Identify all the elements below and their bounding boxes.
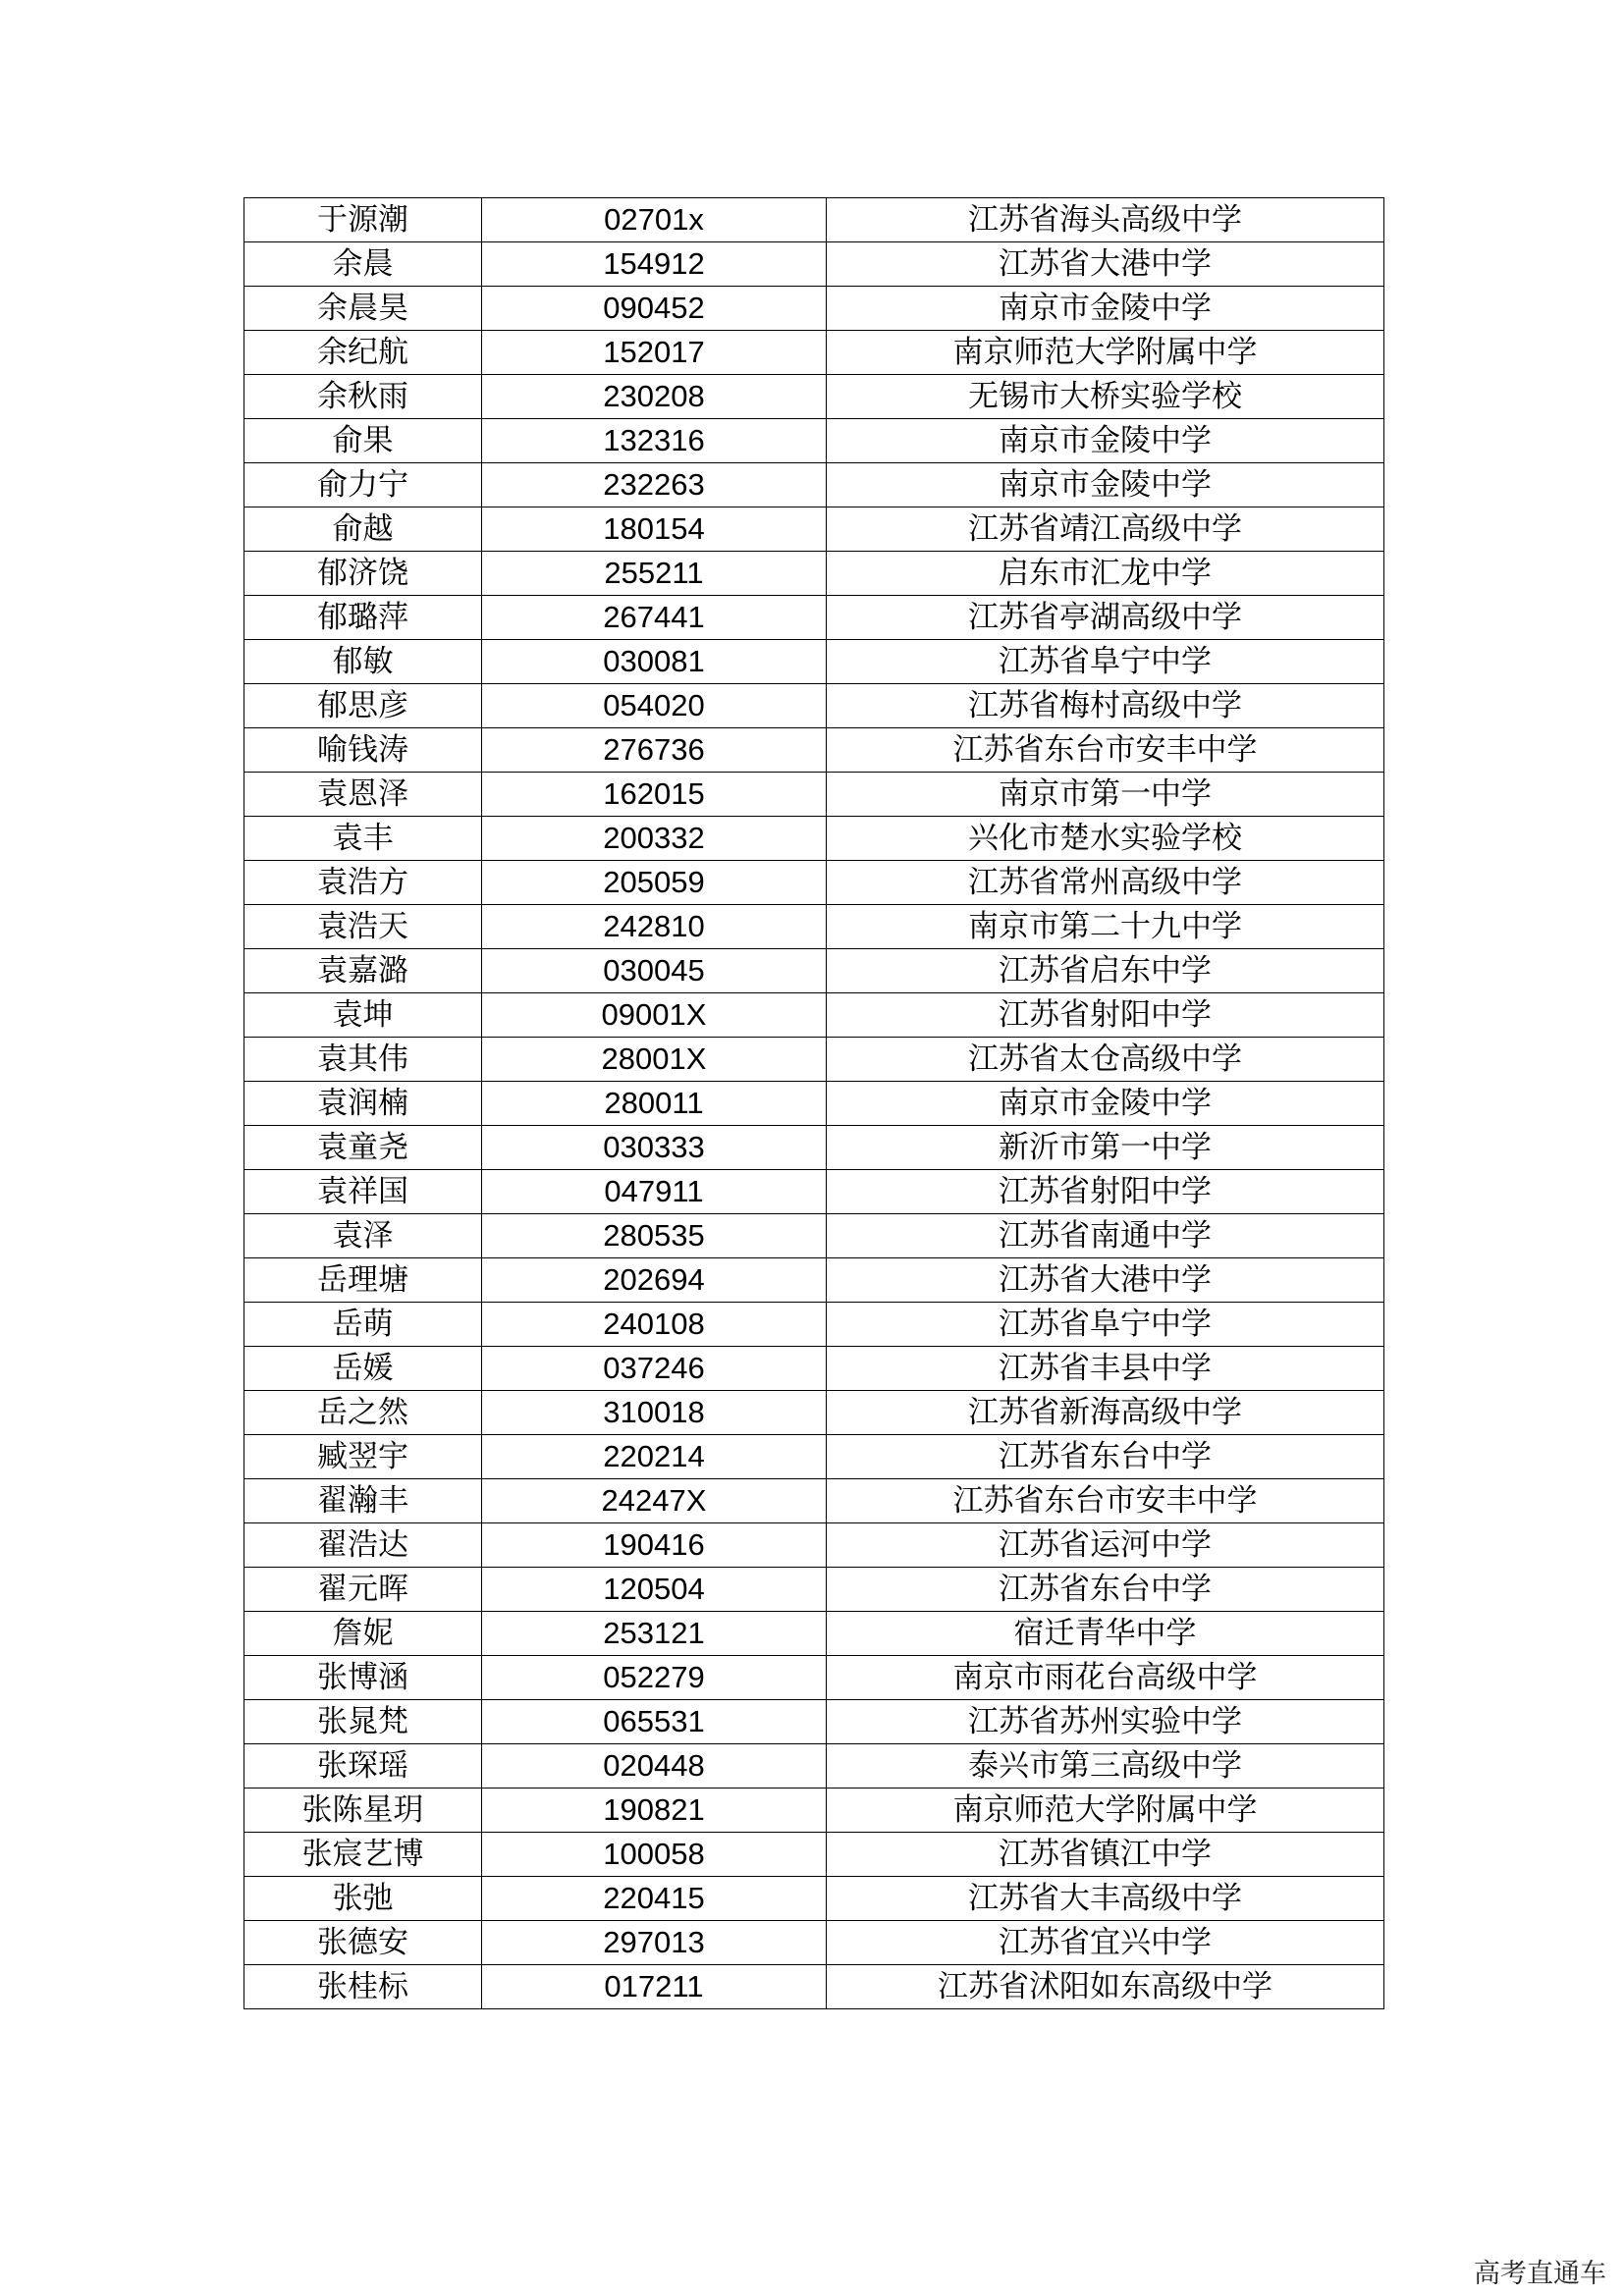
school-name-cell: 江苏省南通中学 (827, 1214, 1384, 1258)
student-name-cell: 袁嘉潞 (244, 949, 482, 993)
table-row (244, 198, 1384, 242)
student-id-cell: 020448 (482, 1744, 827, 1789)
student-id-cell: 280535 (482, 1214, 827, 1258)
school-name-cell: 南京市金陵中学 (827, 1082, 1384, 1126)
student-name-cell: 张弛 (244, 1877, 482, 1921)
school-name-cell: 江苏省运河中学 (827, 1523, 1384, 1568)
student-id-cell: 162015 (482, 773, 827, 817)
student-id-cell: 267441 (482, 596, 827, 640)
student-name-cell: 袁浩天 (244, 905, 482, 949)
school-name-cell: 启东市汇龙中学 (827, 552, 1384, 596)
student-name-cell: 俞越 (244, 507, 482, 552)
school-name-cell: 江苏省新海高级中学 (827, 1391, 1384, 1435)
student-id-cell: 310018 (482, 1391, 827, 1435)
student-name-cell: 袁童尧 (244, 1126, 482, 1170)
table-row (244, 640, 1384, 684)
table-row (244, 1833, 1384, 1877)
student-id-cell: 100058 (482, 1833, 827, 1877)
student-id-cell: 202694 (482, 1258, 827, 1303)
school-name-cell: 江苏省射阳中学 (827, 1170, 1384, 1214)
student-id-cell: 253121 (482, 1612, 827, 1656)
school-name-cell: 江苏省常州高级中学 (827, 861, 1384, 905)
student-name-cell: 岳萌 (244, 1303, 482, 1347)
school-name-cell: 江苏省射阳中学 (827, 993, 1384, 1038)
school-name-cell: 江苏省东台中学 (827, 1568, 1384, 1612)
table-row (244, 375, 1384, 419)
student-name-cell: 郁敏 (244, 640, 482, 684)
table-row (244, 684, 1384, 728)
student-name-cell: 张德安 (244, 1921, 482, 1965)
table-row (244, 949, 1384, 993)
student-id-cell: 030333 (482, 1126, 827, 1170)
table-row (244, 817, 1384, 861)
table-row (244, 1479, 1384, 1523)
student-id-cell: 09001X (482, 993, 827, 1038)
table-row (244, 552, 1384, 596)
student-name-cell: 岳理塘 (244, 1258, 482, 1303)
table-row (244, 773, 1384, 817)
table-row (244, 1523, 1384, 1568)
school-name-cell: 江苏省苏州实验中学 (827, 1700, 1384, 1744)
school-name-cell: 新沂市第一中学 (827, 1126, 1384, 1170)
student-id-cell: 230208 (482, 375, 827, 419)
school-name-cell: 南京市第一中学 (827, 773, 1384, 817)
table-row (244, 993, 1384, 1038)
roster-table (244, 197, 1384, 2009)
school-name-cell: 江苏省大港中学 (827, 242, 1384, 287)
table-row (244, 1303, 1384, 1347)
school-name-cell: 江苏省东台市安丰中学 (827, 728, 1384, 773)
student-id-cell: 017211 (482, 1965, 827, 2009)
school-name-cell: 南京市第二十九中学 (827, 905, 1384, 949)
student-name-cell: 岳媛 (244, 1347, 482, 1391)
student-name-cell: 余纪航 (244, 331, 482, 375)
student-id-cell: 132316 (482, 419, 827, 463)
student-name-cell: 余秋雨 (244, 375, 482, 419)
student-name-cell: 翟浩达 (244, 1523, 482, 1568)
school-name-cell: 江苏省海头高级中学 (827, 198, 1384, 242)
student-id-cell: 190821 (482, 1789, 827, 1833)
school-name-cell: 江苏省镇江中学 (827, 1833, 1384, 1877)
school-name-cell: 江苏省阜宁中学 (827, 1303, 1384, 1347)
student-name-cell: 张琛瑶 (244, 1744, 482, 1789)
student-id-cell: 154912 (482, 242, 827, 287)
table-row (244, 1126, 1384, 1170)
school-name-cell: 江苏省靖江高级中学 (827, 507, 1384, 552)
student-name-cell: 臧翌宇 (244, 1435, 482, 1479)
table-row (244, 1700, 1384, 1744)
school-name-cell: 江苏省太仓高级中学 (827, 1038, 1384, 1082)
student-id-cell: 065531 (482, 1700, 827, 1744)
table-row (244, 1435, 1384, 1479)
school-name-cell: 江苏省亭湖高级中学 (827, 596, 1384, 640)
student-id-cell: 232263 (482, 463, 827, 507)
table-row (244, 419, 1384, 463)
table-row (244, 1391, 1384, 1435)
student-name-cell: 郁济饶 (244, 552, 482, 596)
student-id-cell: 180154 (482, 507, 827, 552)
student-name-cell: 袁恩泽 (244, 773, 482, 817)
table-row (244, 905, 1384, 949)
student-id-cell: 030045 (482, 949, 827, 993)
table-row (244, 242, 1384, 287)
table-row (244, 331, 1384, 375)
school-name-cell: 江苏省东台中学 (827, 1435, 1384, 1479)
student-name-cell: 袁丰 (244, 817, 482, 861)
student-name-cell: 俞果 (244, 419, 482, 463)
student-name-cell: 郁思彦 (244, 684, 482, 728)
table-row (244, 1568, 1384, 1612)
school-name-cell: 江苏省丰县中学 (827, 1347, 1384, 1391)
school-name-cell: 南京市雨花台高级中学 (827, 1656, 1384, 1700)
table-row (244, 1082, 1384, 1126)
school-name-cell: 江苏省启东中学 (827, 949, 1384, 993)
student-id-cell: 255211 (482, 552, 827, 596)
school-name-cell: 兴化市楚水实验学校 (827, 817, 1384, 861)
table-row (244, 1921, 1384, 1965)
school-name-cell: 无锡市大桥实验学校 (827, 375, 1384, 419)
school-name-cell: 江苏省大港中学 (827, 1258, 1384, 1303)
table-row (244, 287, 1384, 331)
student-name-cell: 袁坤 (244, 993, 482, 1038)
student-name-cell: 袁其伟 (244, 1038, 482, 1082)
student-name-cell: 翟瀚丰 (244, 1479, 482, 1523)
student-id-cell: 120504 (482, 1568, 827, 1612)
student-id-cell: 152017 (482, 331, 827, 375)
student-id-cell: 28001X (482, 1038, 827, 1082)
school-name-cell: 江苏省东台市安丰中学 (827, 1479, 1384, 1523)
table-row (244, 1744, 1384, 1789)
student-name-cell: 余晨昊 (244, 287, 482, 331)
student-name-cell: 于源潮 (244, 198, 482, 242)
student-id-cell: 276736 (482, 728, 827, 773)
school-name-cell: 泰兴市第三高级中学 (827, 1744, 1384, 1789)
table-row (244, 463, 1384, 507)
student-id-cell: 220214 (482, 1435, 827, 1479)
student-id-cell: 205059 (482, 861, 827, 905)
student-name-cell: 余晨 (244, 242, 482, 287)
student-id-cell: 220415 (482, 1877, 827, 1921)
table-row (244, 1258, 1384, 1303)
student-name-cell: 喻钱涛 (244, 728, 482, 773)
student-id-cell: 24247X (482, 1479, 827, 1523)
student-name-cell: 岳之然 (244, 1391, 482, 1435)
student-id-cell: 200332 (482, 817, 827, 861)
student-name-cell: 张宸艺博 (244, 1833, 482, 1877)
watermark-text: 高考直通车 (1474, 2259, 1606, 2289)
school-name-cell: 江苏省大丰高级中学 (827, 1877, 1384, 1921)
table-row (244, 1347, 1384, 1391)
student-name-cell: 翟元晖 (244, 1568, 482, 1612)
student-name-cell: 郁璐萍 (244, 596, 482, 640)
school-name-cell: 江苏省宜兴中学 (827, 1921, 1384, 1965)
student-id-cell: 030081 (482, 640, 827, 684)
table-row (244, 1789, 1384, 1833)
school-name-cell: 南京市金陵中学 (827, 463, 1384, 507)
student-name-cell: 袁浩方 (244, 861, 482, 905)
student-id-cell: 047911 (482, 1170, 827, 1214)
table-row (244, 1965, 1384, 2009)
student-name-cell: 袁泽 (244, 1214, 482, 1258)
student-id-cell: 090452 (482, 287, 827, 331)
student-id-cell: 280011 (482, 1082, 827, 1126)
table-row (244, 1877, 1384, 1921)
student-name-cell: 张晁梵 (244, 1700, 482, 1744)
table-row (244, 596, 1384, 640)
school-name-cell: 南京市金陵中学 (827, 419, 1384, 463)
school-name-cell: 江苏省沭阳如东高级中学 (827, 1965, 1384, 2009)
roster-body (244, 198, 1384, 2009)
student-id-cell: 190416 (482, 1523, 827, 1568)
school-name-cell: 南京师范大学附属中学 (827, 1789, 1384, 1833)
student-id-cell: 02701x (482, 198, 827, 242)
table-row (244, 507, 1384, 552)
table-row (244, 1170, 1384, 1214)
table-row (244, 1214, 1384, 1258)
school-name-cell: 江苏省梅村高级中学 (827, 684, 1384, 728)
student-id-cell: 240108 (482, 1303, 827, 1347)
student-name-cell: 张陈星玥 (244, 1789, 482, 1833)
student-id-cell: 297013 (482, 1921, 827, 1965)
student-name-cell: 张桂标 (244, 1965, 482, 2009)
school-name-cell: 江苏省阜宁中学 (827, 640, 1384, 684)
school-name-cell: 宿迁青华中学 (827, 1612, 1384, 1656)
student-name-cell: 詹妮 (244, 1612, 482, 1656)
table-row (244, 1038, 1384, 1082)
student-id-cell: 037246 (482, 1347, 827, 1391)
school-name-cell: 南京市金陵中学 (827, 287, 1384, 331)
school-name-cell: 南京师范大学附属中学 (827, 331, 1384, 375)
student-name-cell: 袁润楠 (244, 1082, 482, 1126)
student-id-cell: 242810 (482, 905, 827, 949)
student-id-cell: 052279 (482, 1656, 827, 1700)
table-row (244, 1612, 1384, 1656)
student-id-cell: 054020 (482, 684, 827, 728)
table-row (244, 1656, 1384, 1700)
table-row (244, 728, 1384, 773)
table-row (244, 861, 1384, 905)
student-name-cell: 张博涵 (244, 1656, 482, 1700)
student-name-cell: 俞力宁 (244, 463, 482, 507)
student-name-cell: 袁祥国 (244, 1170, 482, 1214)
